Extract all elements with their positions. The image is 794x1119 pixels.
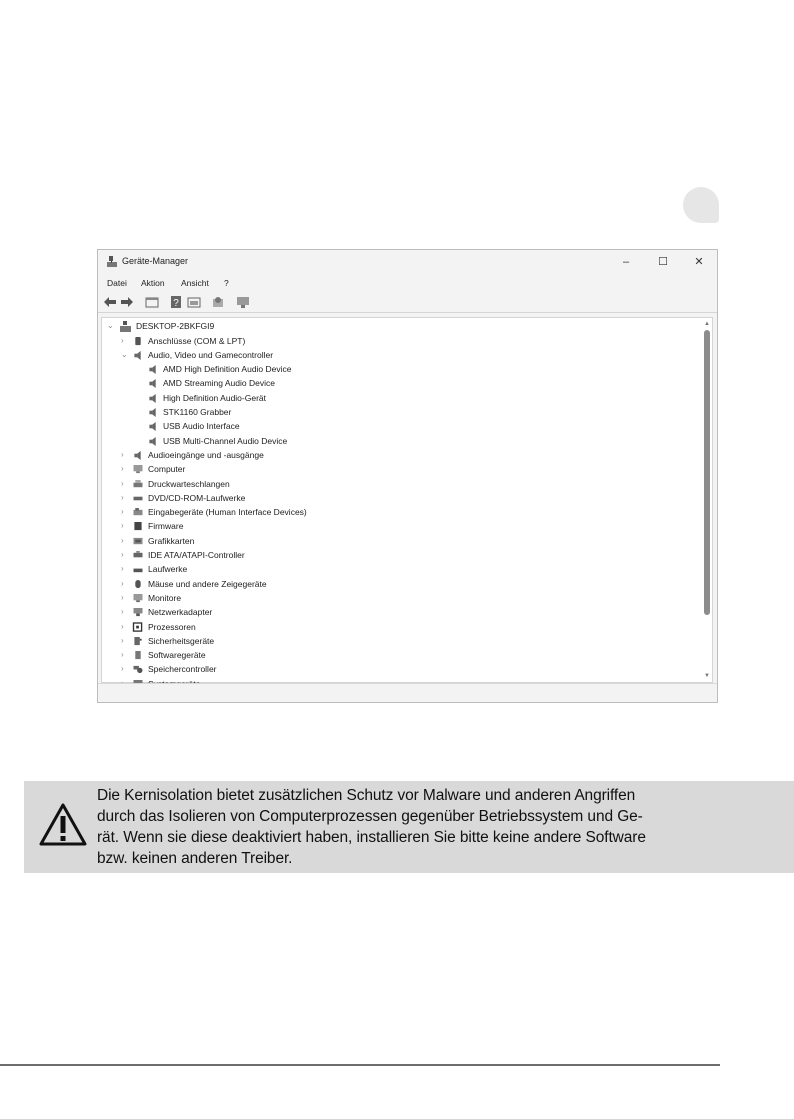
forward-icon[interactable] (120, 295, 134, 309)
warning-line: rät. Wenn sie diese deaktiviert haben, installieren Sie bitte keine andere Software (97, 829, 646, 846)
storage-icon (133, 665, 143, 674)
chevron-right-icon[interactable]: › (121, 550, 124, 559)
menu-bar (98, 276, 717, 290)
graphics-card-icon (133, 537, 143, 546)
chevron-right-icon[interactable]: › (121, 335, 124, 345)
tree-item-label: Computer (148, 464, 186, 475)
menu-ansicht[interactable]: Ansicht (181, 278, 209, 288)
chevron-right-icon[interactable]: › (121, 650, 124, 660)
toolbar (98, 292, 717, 313)
monitor-icon (133, 594, 143, 603)
chevron-right-icon[interactable]: › (121, 478, 124, 488)
tree-item-label: Grafikkarten (148, 535, 195, 546)
vertical-scrollbar-thumb[interactable] (704, 330, 710, 615)
controller-icon (133, 551, 143, 560)
tree-item-label: Speichercontroller (148, 664, 217, 675)
back-icon[interactable] (103, 295, 117, 309)
tree-item-label: AMD Streaming Audio Device (163, 378, 275, 389)
mouse-icon (133, 580, 143, 589)
scroll-up-arrow[interactable]: ▲ (704, 321, 710, 327)
view-icon[interactable] (187, 295, 201, 309)
chevron-right-icon[interactable]: › (121, 464, 124, 474)
title-bar[interactable] (98, 250, 717, 274)
help-icon[interactable] (169, 295, 183, 309)
tree-item-label: Netzwerkadapter (148, 607, 213, 618)
scroll-down-arrow[interactable]: ▼ (704, 673, 710, 679)
speaker-icon (133, 351, 143, 360)
tree-root-label: DESKTOP-2BKFGI9 (136, 321, 215, 331)
maximize-button[interactable]: ☐ (658, 256, 668, 268)
monitor-icon[interactable] (236, 295, 250, 309)
tree-item-label: Eingabegeräte (Human Interface Devices) (148, 507, 307, 518)
speaker-icon (148, 394, 158, 403)
tree-item-label: Firmware (148, 521, 184, 532)
chevron-down-icon[interactable]: ⌄ (121, 349, 128, 359)
device-tree[interactable] (101, 317, 713, 683)
tree-item-label: Laufwerke (148, 564, 188, 575)
software-device-icon (133, 651, 143, 660)
tree-item-label: IDE ATA/ATAPI-Controller (148, 550, 245, 560)
speaker-icon (133, 451, 143, 460)
tree-item-label: USB Audio Interface (163, 421, 240, 432)
menu-aktion[interactable]: Aktion (141, 278, 165, 288)
drive-icon (133, 565, 143, 574)
chevron-right-icon[interactable]: › (121, 564, 124, 574)
firmware-icon (133, 522, 143, 531)
tree-item-label: Anschlüsse (COM & LPT) (148, 335, 246, 346)
port-icon (133, 337, 143, 346)
chevron-right-icon[interactable]: › (121, 535, 124, 545)
speaker-icon (148, 408, 158, 417)
tree-item-label: Softwaregeräte (148, 650, 206, 661)
chevron-right-icon[interactable]: › (121, 449, 124, 459)
footer-rule (0, 1064, 720, 1066)
close-button[interactable]: ✕ (694, 256, 704, 268)
speaker-icon (148, 379, 158, 388)
warning-triangle-icon (38, 802, 88, 848)
status-bar (98, 683, 717, 702)
processor-icon (133, 623, 143, 632)
speaker-icon (148, 437, 158, 446)
chevron-right-icon[interactable]: › (121, 635, 124, 645)
warning-text (97, 785, 787, 869)
update-driver-icon[interactable] (211, 295, 225, 309)
chevron-right-icon[interactable]: › (121, 492, 124, 502)
tree-item-label: USB Multi-Channel Audio Device (163, 435, 288, 446)
device-manager-window (97, 249, 718, 703)
chevron-right-icon[interactable]: › (121, 592, 124, 602)
chevron-down-icon[interactable]: ⌄ (107, 321, 114, 330)
chevron-right-icon[interactable]: › (121, 507, 124, 517)
speaker-icon (148, 422, 158, 431)
speaker-icon (148, 365, 158, 374)
warning-line: bzw. keinen anderen Treiber. (97, 850, 293, 867)
menu-datei[interactable]: Datei (107, 278, 127, 288)
warning-notice (24, 781, 794, 873)
warning-line: durch das Isolieren von Computerprozessen gegenüber Betriebssystem und Ge- (97, 808, 643, 825)
tree-item-label: Mäuse und andere Zeigegeräte (148, 578, 267, 589)
tree-item-label: Audio, Video und Gamecontroller (148, 349, 274, 360)
chevron-right-icon[interactable]: › (121, 521, 124, 531)
disc-drive-icon (133, 494, 143, 503)
security-icon (133, 637, 143, 646)
menu-help[interactable]: ? (224, 278, 229, 288)
tree-item-label: High Definition Audio-Gerät (163, 392, 267, 403)
tree-item-label: Druckwarteschlangen (148, 478, 230, 489)
decorative-corner-shape (683, 187, 719, 223)
tree-item-label: DVD/CD-ROM-Laufwerke (148, 492, 246, 503)
tree-item-label: Monitore (148, 592, 182, 603)
chevron-right-icon[interactable]: › (121, 621, 124, 631)
warning-line: Die Kernisolation bietet zusätzlichen Schutz vor Malware und anderen Angriffen (97, 787, 636, 804)
chevron-right-icon[interactable]: › (121, 578, 124, 588)
svg-text:?: ? (173, 298, 179, 309)
printer-icon (133, 480, 143, 489)
tree-item-label: Sicherheitsgeräte (148, 635, 215, 646)
computer-icon (133, 465, 143, 474)
window-title: Geräte-Manager (122, 256, 189, 266)
computer-tree-icon (120, 321, 131, 332)
chevron-right-icon[interactable]: › (121, 664, 124, 674)
network-icon (133, 608, 143, 617)
tree-item-label: Prozessoren (148, 621, 196, 632)
chevron-right-icon[interactable]: › (121, 607, 124, 617)
properties-icon[interactable] (145, 295, 159, 309)
tree-item-label: STK1160 Grabber (163, 407, 232, 417)
tree-item-label: AMD High Definition Audio Device (163, 364, 292, 375)
tree-item-label: Audioeingänge und -ausgänge (148, 449, 264, 460)
device-manager-icon (106, 255, 118, 268)
hid-icon (133, 508, 143, 517)
minimize-button[interactable]: – (622, 256, 630, 268)
